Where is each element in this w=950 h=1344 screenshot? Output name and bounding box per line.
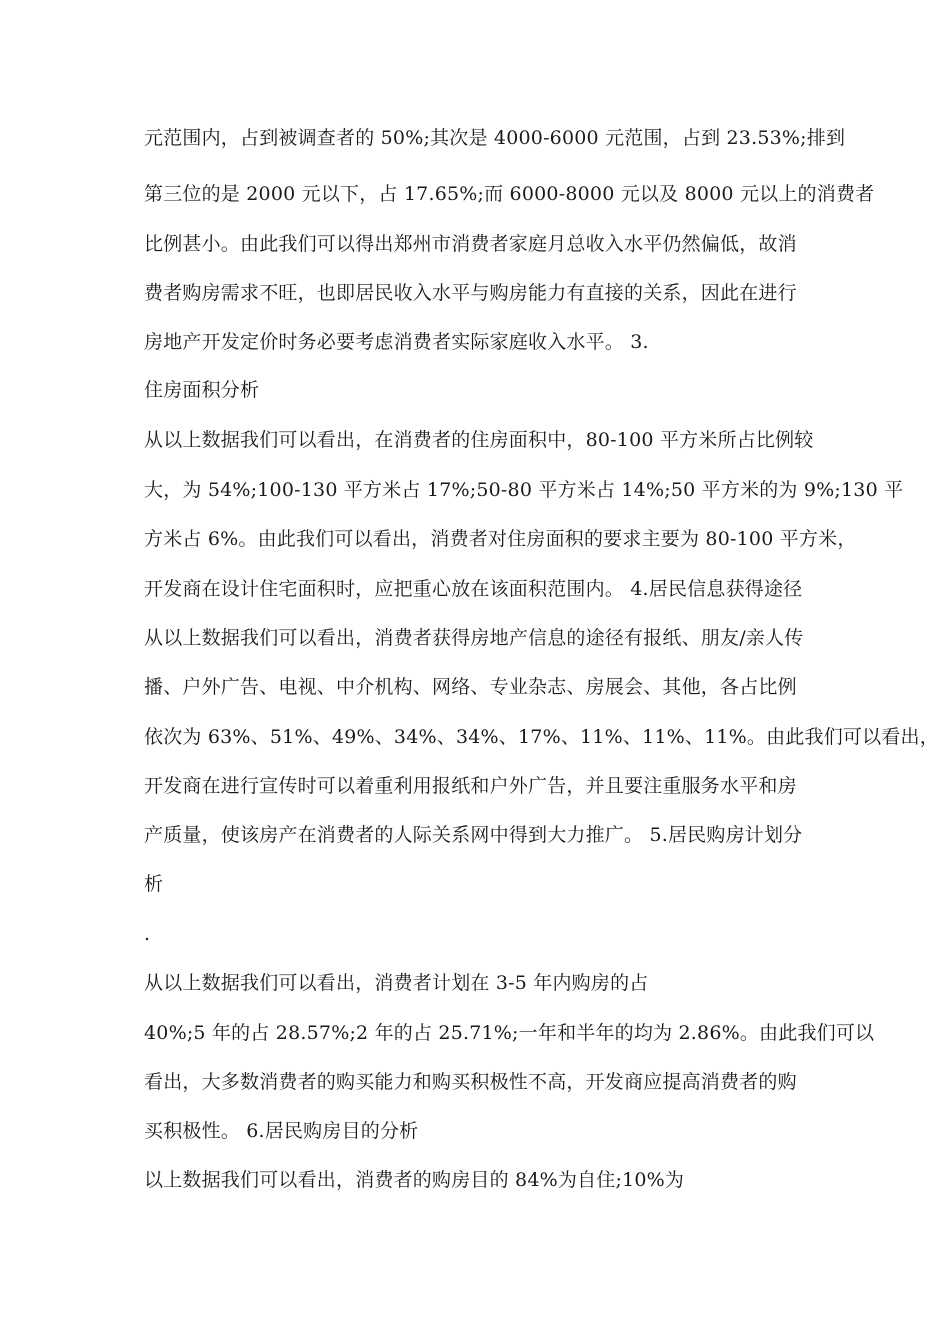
paragraph-line: 方米占 6%。由此我们可以看出，消费者对住房面积的要求主要为 80-100 平方米， bbox=[144, 528, 857, 550]
paragraph-line: 费者购房需求不旺，也即居民收入水平与购房能力有直接的关系，因此在进行 bbox=[144, 282, 797, 304]
paragraph-line: 从以上数据我们可以看出，在消费者的住房面积中，80-100 平方米所占比例较 bbox=[144, 429, 814, 451]
paragraph-line: 买积极性。 6.居民购房目的分析 bbox=[144, 1120, 419, 1142]
paragraph-line: 开发商在设计住宅面积时，应把重心放在该面积范围内。 4.居民信息获得途径 bbox=[144, 578, 803, 600]
paragraph-line: 房地产开发定价时务必要考虑消费者实际家庭收入水平。 3. bbox=[144, 331, 649, 353]
paragraph-line: 从以上数据我们可以看出，消费者计划在 3-5 年内购房的占 bbox=[144, 972, 649, 994]
paragraph-line: 第三位的是 2000 元以下，占 17.65%;而 6000-8000 元以及 8000 元以上的消费者 bbox=[144, 183, 875, 205]
paragraph-line: 元范围内，占到被调查者的 50%;其次是 4000-6000 元范围，占到 23.53%;排到 bbox=[144, 127, 846, 149]
paragraph-line: 40%;5 年的占 28.57%;2 年的占 25.71%;一年和半年的均为 2.86%。由此我们可以 bbox=[144, 1022, 875, 1044]
paragraph-line: 产质量，使该房产在消费者的人际关系网中得到大力推广。 5.居民购房计划分 bbox=[144, 824, 803, 846]
page-break-dot: . bbox=[144, 923, 151, 945]
paragraph-line: 看出，大多数消费者的购买能力和购买积极性不高，开发商应提高消费者的购 bbox=[144, 1071, 797, 1093]
paragraph-line: 播、户外广告、电视、中介机构、网络、专业杂志、房展会、其他，各占比例 bbox=[144, 676, 797, 698]
paragraph-line: 从以上数据我们可以看出，消费者获得房地产信息的途径有报纸、朋友/亲人传 bbox=[144, 627, 804, 649]
paragraph-line: 比例甚小。由此我们可以得出郑州市消费者家庭月总收入水平仍然偏低，故消 bbox=[144, 233, 797, 255]
paragraph-line: 析 bbox=[144, 873, 164, 895]
paragraph-line: 大，为 54%;100-130 平方米占 17%;50-80 平方米占 14%;50 平方米的为 9%;130 平 bbox=[144, 479, 904, 501]
paragraph-line: 以上数据我们可以看出，消费者的购房目的 84%为自住;10%为 bbox=[144, 1169, 685, 1191]
paragraph-line: 开发商在进行宣传时可以着重利用报纸和户外广告，并且要注重服务水平和房 bbox=[144, 775, 797, 797]
paragraph-line: 依次为 63%、51%、49%、34%、34%、17%、11%、11%、11%。由此我们可以看出， bbox=[144, 726, 939, 748]
section-heading: 住房面积分析 bbox=[144, 379, 260, 401]
